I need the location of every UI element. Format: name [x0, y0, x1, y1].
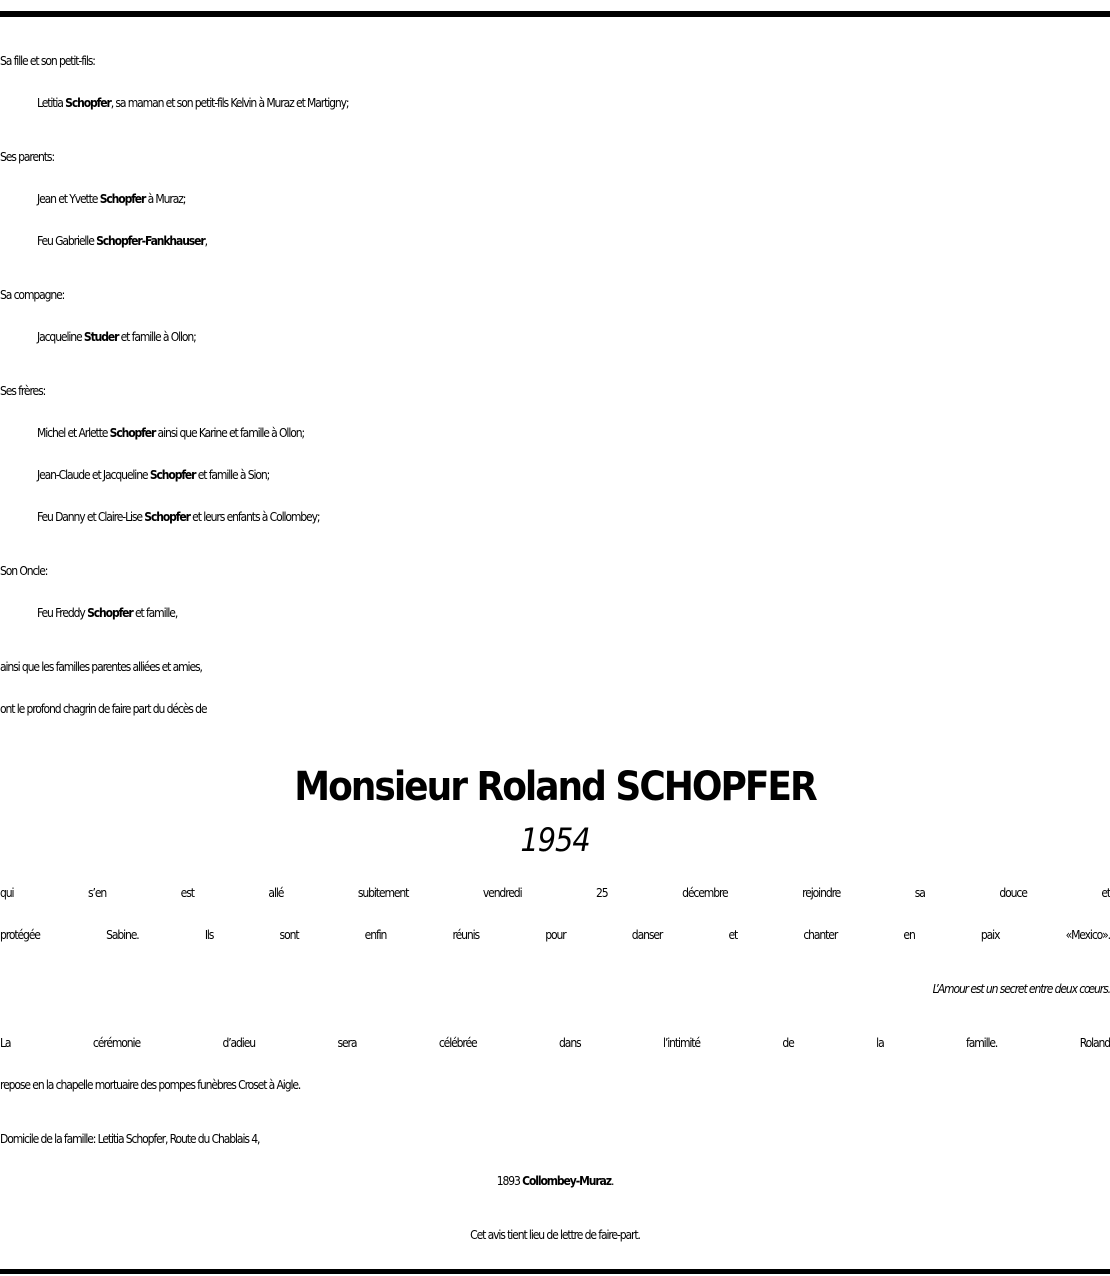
quote: L’Amour est un secret entre deux cœurs.	[932, 982, 1110, 996]
uncle-label: Son Oncle:	[0, 564, 48, 578]
closing-note: Cet avis tient lieu de lettre de faire-part.	[470, 1228, 640, 1242]
domicile-line-2: 1893 Collombey-Muraz.	[496, 1174, 614, 1188]
deceased-name: Monsieur Roland SCHOPFER	[294, 764, 816, 810]
brothers-label: Ses frères:	[0, 384, 46, 398]
parents-line-2: Feu Gabrielle Schopfer-Fankhauser,	[37, 234, 207, 248]
parents-label: Ses parents:	[0, 150, 54, 164]
obituary-notice	[0, 40, 1110, 1256]
brothers-line-1: Michel et Arlette Schopfer ainsi que Karine et famille à Ollon;	[37, 426, 305, 440]
ceremony-line-1: La cérémonie d’adieu sera célébrée dans l’intimité de la famille. Roland	[0, 1036, 1110, 1050]
daughter-label: Sa fille et son petit-fils:	[0, 54, 95, 68]
ceremony-line-2: repose en la chapelle mortuaire des pompes funèbres Croset à Aigle.	[0, 1078, 301, 1092]
birth-year: 1954	[520, 821, 590, 859]
announcement-line-1: ainsi que les familles parentes alliées et amies,	[0, 660, 202, 674]
bottom-rule	[0, 1269, 1110, 1274]
message-line-1: qui s’en est allé subitement vendredi 25 décembre rejoindre sa douce et	[0, 886, 1110, 900]
daughter-line: Letitia Schopfer, sa maman et son petit-fils Kelvin à Muraz et Martigny;	[37, 96, 349, 110]
top-rule	[0, 11, 1110, 17]
parents-line-1: Jean et Yvette Schopfer à Muraz;	[37, 192, 186, 206]
companion-line: Jacqueline Studer et famille à Ollon;	[37, 330, 196, 344]
domicile-line-1: Domicile de la famille: Letitia Schopfer, Route du Chablais 4,	[0, 1132, 260, 1146]
message-line-2: protégée Sabine. Ils sont enfin réunis pour danser et chanter en paix «Mexico».	[0, 928, 1110, 942]
companion-label: Sa compagne:	[0, 288, 65, 302]
uncle-line: Feu Freddy Schopfer et famille,	[37, 606, 178, 620]
brothers-line-2: Jean-Claude et Jacqueline Schopfer et famille à Sion;	[37, 468, 270, 482]
announcement-line-2: ont le profond chagrin de faire part du décès de	[0, 702, 207, 716]
brothers-line-3: Feu Danny et Claire-Lise Schopfer et leurs enfants à Collombey;	[37, 510, 320, 524]
